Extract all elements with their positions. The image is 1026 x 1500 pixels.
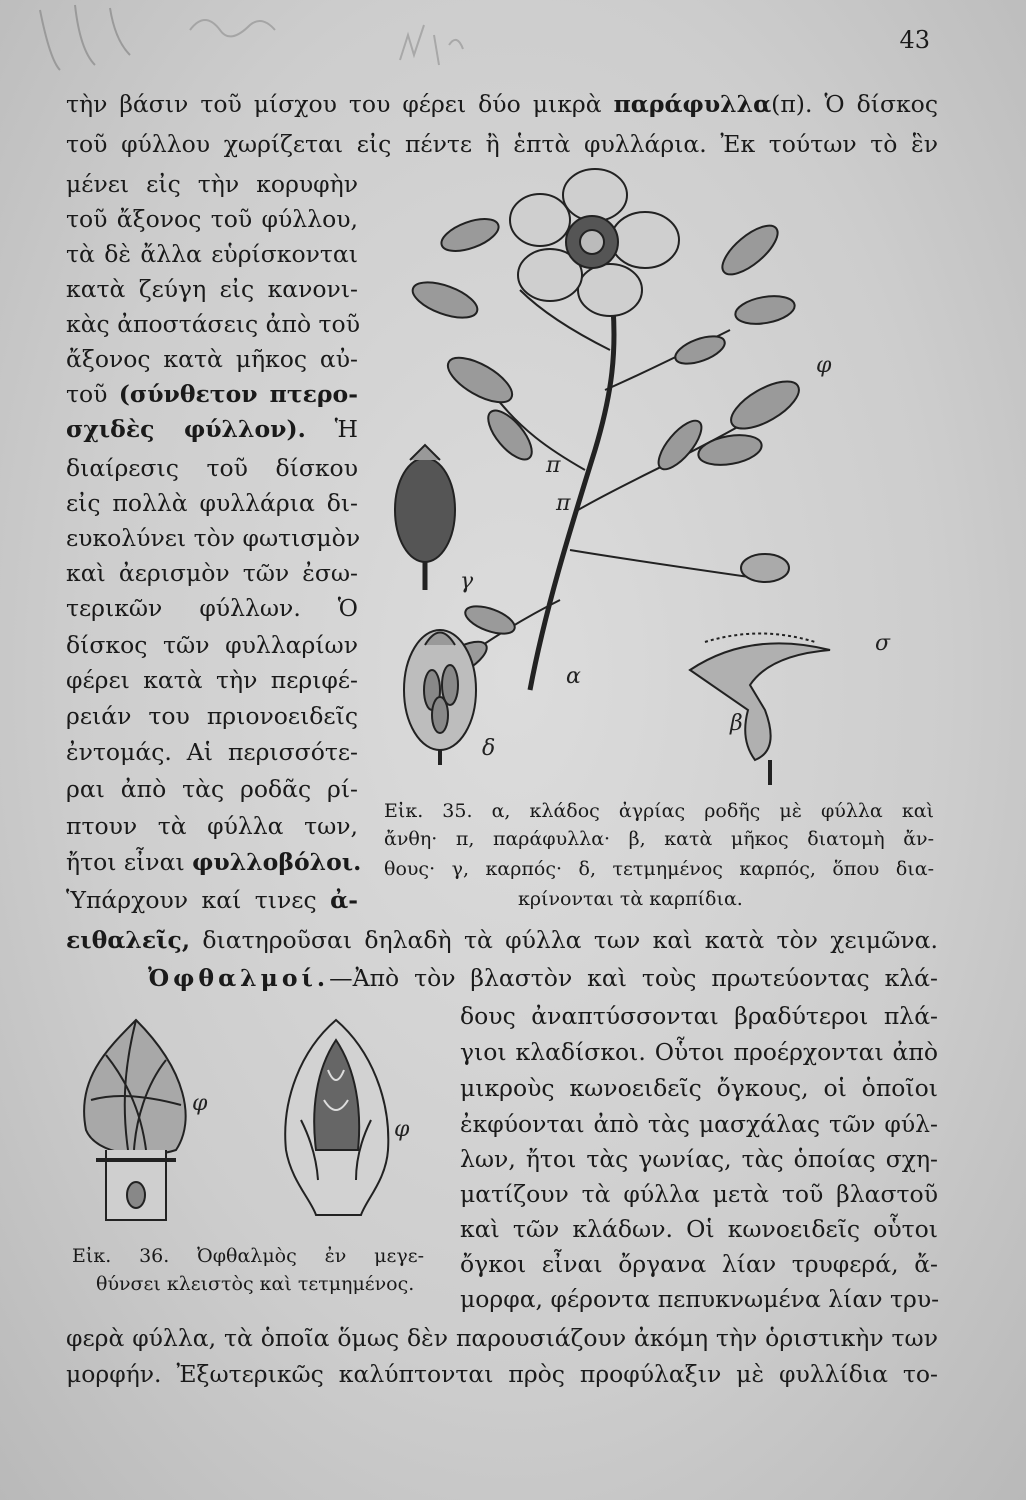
text-line: ἐντομάς. Αἱ περισσότε-: [66, 738, 358, 766]
text-line: κὰς ἀποστάσεις ἀπὸ τοῦ: [66, 310, 360, 338]
text-line: μικροὺς κωνοειδεῖς ὄγκους, οἱ ὁποῖοι: [460, 1074, 938, 1102]
text-line: γιοι κλαδίσκοι. Οὗτοι προέρχονται ἀπὸ: [460, 1038, 938, 1066]
figure-label-pi: π: [556, 491, 571, 516]
text-line: ειθαλεῖς, διατηροῦσαι δηλαδὴ τὰ φύλλα των καὶ κατὰ τὸν χειμῶνα.: [66, 926, 938, 954]
text-line: λων, ἤτοι τὰς γωνίας, τὰς ὁποίας σχη-: [460, 1145, 938, 1173]
text-line: καὶ ἀερισμὸν τῶν ἐσω-: [66, 559, 358, 587]
text-line: ἄξονος κατὰ μῆκος αὐ-: [66, 345, 358, 373]
figure-label-beta: β: [730, 711, 743, 736]
figure-label-alpha: α: [566, 664, 581, 689]
figure-label-pi: π: [546, 453, 561, 478]
figure-label-gamma: γ: [460, 569, 474, 594]
text-line: τοῦ ἄξονος τοῦ φύλλου,: [66, 205, 358, 233]
text-line: ἐκφύονται ἀπὸ τὰς μασχάλας τῶν φύλ-: [460, 1110, 938, 1138]
text-line: εἰς πολλὰ φυλλάρια δι-: [66, 489, 358, 517]
text-line: ὄγκοι εἶναι ὄργανα λίαν τρυφερά, ἄ-: [460, 1250, 938, 1278]
figure-35-rose-illustration: [370, 150, 940, 790]
text-line: τὴν βάσιν τοῦ μίσχου του φέρει δύο μικρὰ παράφυλλα(π). Ὁ δίσκος: [66, 90, 938, 118]
text-line: ευκολύνει τὸν φωτισμὸν: [66, 524, 361, 552]
figure-35-caption: Εἰκ. 35. α, κλάδος ἀγρίας ροδῆς μὲ φύλλα καὶ: [384, 800, 934, 822]
text-line: Ὑπάρχουν καί τινες ἀ-: [66, 886, 358, 914]
text-line: καὶ τῶν κλάδων. Οἱ κωνοειδεῖς οὗτοι: [460, 1215, 938, 1243]
figure-label-phi: φ: [394, 1117, 410, 1142]
text-line: σχιδὲς φύλλον). Ἡ: [66, 415, 358, 443]
text-line: μένει εἰς τὴν κορυφὴν: [66, 170, 358, 198]
text-line: τοῦ φύλλου χωρίζεται εἰς πέντε ἢ ἑπτὰ φυλλάρια. Ἐκ τούτων τὸ ἓν: [66, 130, 938, 158]
text-line: τερικῶν φύλλων. Ὁ: [66, 594, 358, 622]
text-line: κατὰ ζεύγη εἰς κανονι-: [66, 275, 358, 303]
text-line: τὰ δὲ ἄλλα εὑρίσκονται: [66, 240, 358, 268]
figure-36-caption: Εἰκ. 36. Ὀφθαλμὸς ἐν μεγε-: [72, 1245, 424, 1267]
figure-35-caption: θους· γ, καρπός· δ, τετμημένος καρπός, ὅπου δια-: [384, 858, 934, 880]
text-line: φερὰ φύλλα, τὰ ὁποῖα ὅμως δὲν παρουσιάζουν ἀκόμη τὴν ὁριστικὴν των: [66, 1324, 938, 1352]
text-line: πτουν τὰ φύλλα των,: [66, 812, 358, 840]
figure-35-caption: κρίνονται τὰ καρπίδια.: [518, 888, 743, 910]
text-line: ματίζουν τὰ φύλλα μετὰ τοῦ βλαστοῦ: [460, 1180, 938, 1208]
figure-label-phi: φ: [816, 353, 832, 378]
text-line: φέρει κατὰ τὴν περιφέ-: [66, 666, 358, 694]
section-heading-line: Ὀφθαλμοί.—Ἀπὸ τὸν βλαστὸν καὶ τοὺς πρωτεύοντας κλά-: [148, 964, 938, 992]
figure-35-caption: ἄνθη· π, παράφυλλα· β, κατὰ μῆκος διατομὴ ἄν-: [384, 828, 934, 850]
text-line: ἤτοι εἶναι φυλλοβόλοι.: [66, 848, 362, 876]
text-line: μορφα, φέροντα πεπυκνωμένα λίαν τρυ-: [460, 1285, 940, 1313]
text-line: μορφήν. Ἐξωτερικῶς καλύπτονται πρὸς προφύλαξιν μὲ φυλλίδια το-: [66, 1360, 938, 1388]
figure-36-caption: θύνσει κλειστὸς καὶ τετμημένος.: [96, 1273, 415, 1295]
text-line: ραι ἀπὸ τὰς ροδᾶς ρί-: [66, 775, 358, 803]
text-line: ρειάν του πριονοειδεῖς: [66, 702, 358, 730]
figure-label-delta: δ: [482, 736, 496, 761]
text-line: δίσκος τῶν φυλλαρίων: [66, 631, 358, 659]
page-number: 43: [899, 26, 930, 54]
figure-36-bud-illustration: [66, 1010, 426, 1235]
text-line: δους ἀναπτύσσονται βραδύτεροι πλά-: [460, 1002, 938, 1030]
figure-label-sigma: σ: [875, 631, 891, 656]
section-heading: Ὀφθαλμοί.: [148, 964, 330, 992]
text-line: διαίρεσις τοῦ δίσκου: [66, 454, 358, 482]
text-line: τοῦ (σύνθετον πτερο-: [66, 380, 358, 408]
figure-label-phi: φ: [192, 1091, 208, 1116]
